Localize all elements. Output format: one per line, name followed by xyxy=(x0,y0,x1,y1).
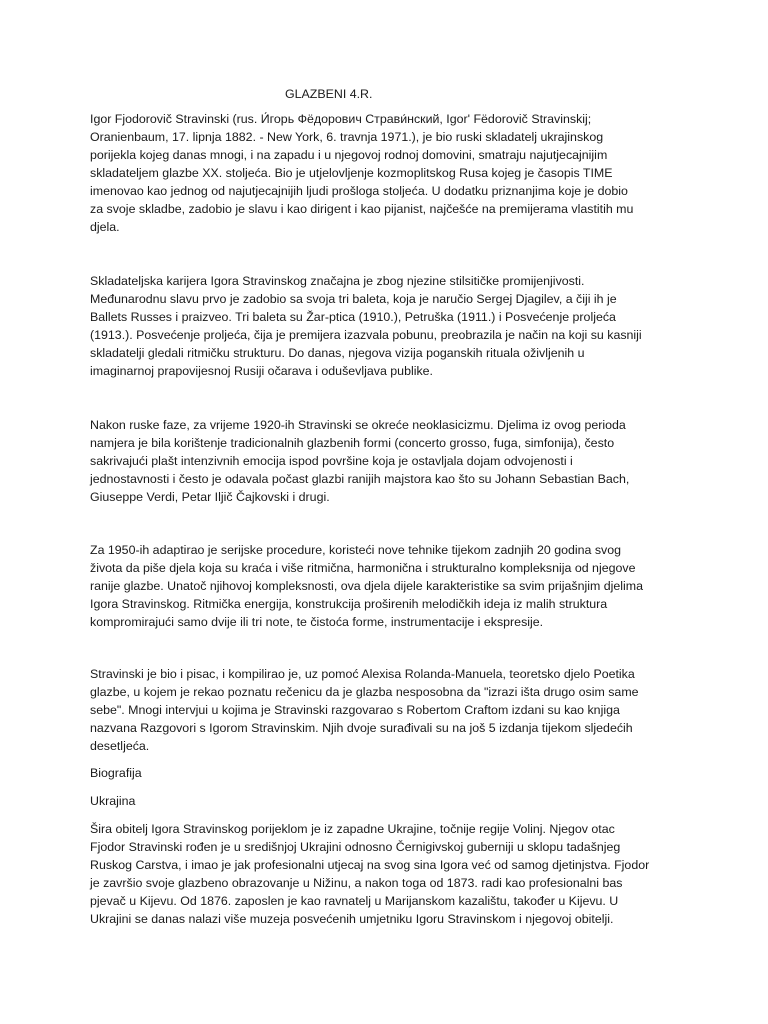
text-line: Oranienbaum, 17. lipnja 1882. - New York, 6. travnja 1971.), je bio ruski skladatelj ukrajinskog xyxy=(90,130,604,144)
text-line: Skladateljska karijera Igora Stravinskog značajna je zbog njezine stilsitičke promijenjivosti. xyxy=(90,274,585,288)
text-line: sakrivajući plašt intenzivnih emocija ispod površine koja je ostavljala dojam odvojenosti i xyxy=(90,454,573,468)
text-line: je završio svoje glazbeno obrazovanje u Nižinu, a nakon toga od 1873. radi kao profesionalni bas xyxy=(90,876,623,890)
paragraph-serialism xyxy=(90,541,690,631)
paragraph-writer xyxy=(90,665,690,755)
paragraph-neoclassicism xyxy=(90,416,690,506)
text-line: Fjodor Stravinski rođen je u središnjoj Ukrajini odnosno Černigivskoj guberniji u sklopu tadašnjeg xyxy=(90,840,621,854)
text-line: nazvana Razgovori s Igorom Stravinskim. Njih dvoje surađivali su na još 5 izdanja tijekom sljedećih xyxy=(90,721,633,735)
document-title: GLAZBENI 4.R. xyxy=(285,87,373,101)
text-line: (1913.). Posvećenje proljeća, čija je premijera izazvala pobunu, preobrazila je način na koji su kasniji xyxy=(90,328,642,342)
text-line: Stravinski je bio i pisac, i kompilirao je, uz pomoć Alexisa Rolanda-Manuela, teoretsko djelo Poetika xyxy=(90,667,635,681)
text-line: kompromirajući samo dvije ili tri note, te čistoća forme, instrumentacije i ekspresije. xyxy=(90,615,544,629)
paragraph-career xyxy=(90,272,690,380)
text-line: Igor Fjodorovič Stravinski (rus. И́горь Фёдорович Страви́нский, Igor' Fëdorovič Stravinskij; xyxy=(90,112,592,126)
text-line: ranije glazbe. Unatoč njihovoj kompleksnosti, ova djela dijele karakteristike sa svim prijašnjim djelima xyxy=(90,579,644,593)
paragraph-intro xyxy=(90,110,690,236)
text-line: Šira obitelj Igora Stravinskog porijeklom je iz zapadne Ukrajine, točnije regije Volinj. Njegov otac xyxy=(90,822,615,836)
text-line: porijekla kojeg danas mnogi, i na zapadu i u njegovoj rodnoj domovini, smatraju najutjecajnijim xyxy=(90,148,608,162)
text-line: Ruskog Carstva, i imao je jak profesionalni utjecaj na svog sina Igora već od samog djetinjstva. Fjodor xyxy=(90,858,650,872)
text-line: Nakon ruske faze, za vrijeme 1920-ih Stravinski se okreće neoklasicizmu. Djelima iz ovog perioda xyxy=(90,418,626,432)
text-line: imenovao kao jednog od najutjecajnijih ljudi prošloga stoljeća. U dodatku priznanjima koje je dobio xyxy=(90,184,628,198)
text-line: života da piše djela koja su kraća i više ritmična, harmonična i strukturalno kompleksnija od njegove xyxy=(90,561,636,575)
text-line: Ballets Russes i praizveo. Tri baleta su Žar-ptica (1910.), Petruška (1911.) i Posvećenje proljeća xyxy=(90,310,616,324)
text-line: imaginarnoj prapovijesnoj Rusiji očarava i oduševljava publike. xyxy=(90,364,433,378)
text-line: jednostavnosti i često je odavala počast glazbi ranijih majstora kao što su Johann Sebastian Bach, xyxy=(90,472,630,486)
text-line: djela. xyxy=(90,220,120,234)
paragraph-ukraine xyxy=(90,820,690,928)
text-line: Za 1950-ih adaptirao je serijske procedure, koristeći nove tehnike tijekom zadnjih 20 godina svog xyxy=(90,543,622,557)
text-line: za svoje skladbe, zadobio je slavu i kao dirigent i kao pijanist, najčešće na premijerama vlastitih mu xyxy=(90,202,634,216)
text-line: namjera je bila korištenje tradicionalnih glazbenih formi (concerto grosso, fuga, simfonija), često xyxy=(90,436,615,450)
text-line: pjevač u Kijevu. Od 1876. zaposlen je kao ravnatelj u Marijanskom kazalištu, također u Kijevu. U xyxy=(90,894,619,908)
text-line: Međunarodnu slavu prvo je zadobio sa svoja tri baleta, koja je naručio Sergej Djagilev, a čiji ih je xyxy=(90,292,617,306)
text-line: sebe". Mnogi intervjui u kojima je Stravinski razgovarao s Robertom Craftom izdani su kao knjiga xyxy=(90,703,620,717)
text-line: Ukrajini se danas nalazi više muzeja posvećenih umjetniku Igoru Stravinskom i njegovoj obitelji. xyxy=(90,912,614,926)
text-line: glazbe, u kojem je rekao poznatu rečenicu da je glazba nesposobna da "izrazi išta drugo osim same xyxy=(90,685,639,699)
text-line: Igora Stravinskog. Ritmička energija, konstrukcija proširenih melodičkih ideja iz malih struktura xyxy=(90,597,608,611)
text-line: Giuseppe Verdi, Petar Iljič Čajkovski i drugi. xyxy=(90,490,330,504)
text-line: desetljeća. xyxy=(90,739,150,753)
heading-ukrajina: Ukrajina xyxy=(90,794,136,808)
text-line: skladateljem glazbe XX. stoljeća. Bio je utjelovljenje kozmoplitskog Rusa kojeg je časopis TIME xyxy=(90,166,613,180)
heading-biografija: Biografija xyxy=(90,766,142,780)
text-line: skladatelji gledali ritmičku strukturu. Do danas, njegova vizija poganskih rituala oživljenih u xyxy=(90,346,585,360)
